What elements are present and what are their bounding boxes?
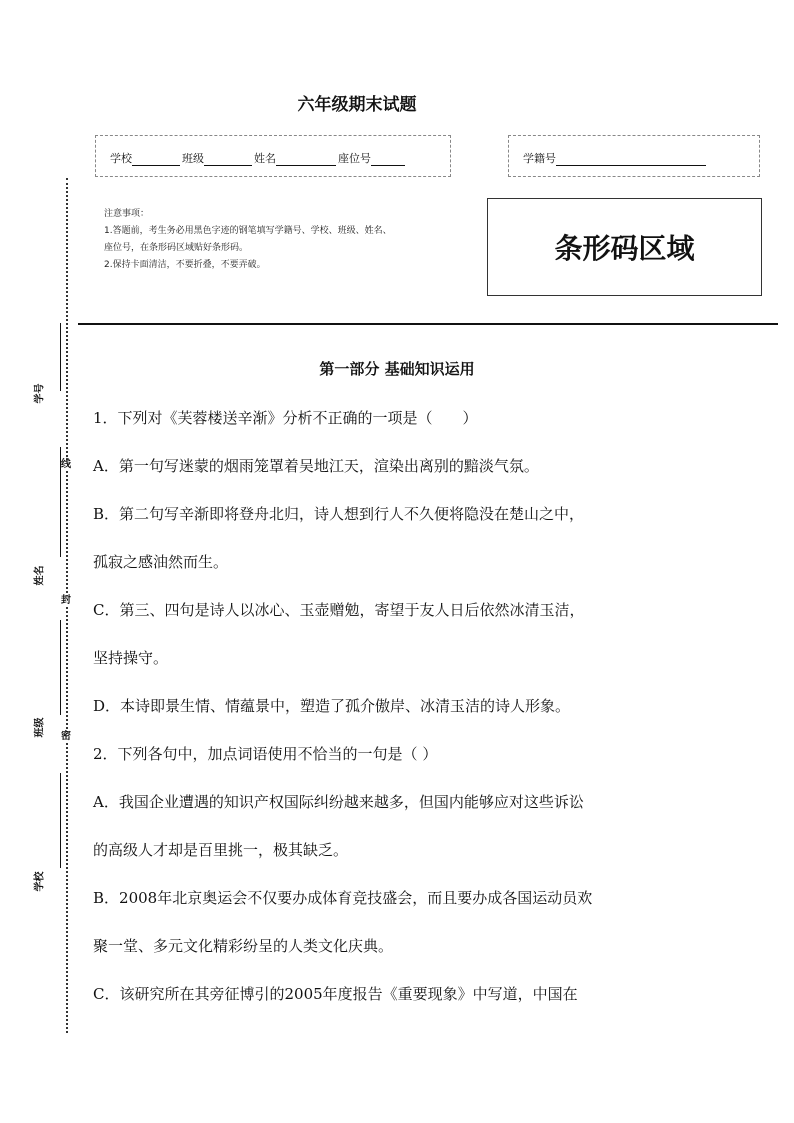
side-blank-line[interactable] [60, 773, 61, 868]
student-id-box [508, 135, 760, 177]
question-line: 2．下列各句中，加点词语使用不恰当的一句是（ ） [93, 745, 438, 763]
question-line: 的高级人才却是百里挑一，极其缺乏。 [93, 841, 349, 859]
page-title: 六年级期末试题 [297, 95, 417, 115]
question-line: B．2008年北京奥运会不仅要办成体育竞技盛会，而且要办成各国运动员欢 [93, 889, 593, 907]
class-field-blank[interactable] [204, 153, 252, 166]
seal-mark-seal: 封 [61, 595, 71, 606]
question-line: D．本诗即景生情、情蕴景中，塑造了孤介傲岸、冰清玉洁的诗人形象。 [93, 697, 571, 715]
student-info-box [95, 135, 451, 177]
notice-line: 1.答题前，考生务必用黑色字迹的钢笔填写学籍号、学校、班级、姓名、 [104, 226, 392, 236]
side-blank-line[interactable] [60, 447, 61, 557]
notice-line: 座位号，在条形码区域贴好条形码。 [104, 243, 249, 253]
side-label: 班级 [34, 717, 46, 738]
side-label: 学校 [34, 871, 46, 892]
student-id-field [523, 150, 708, 166]
seal-mark-line: 线 [61, 459, 71, 470]
class-field-label: 班级 [182, 152, 204, 165]
question-line: B．第二句写辛渐即将登舟北归，诗人想到行人不久便将隐没在楚山之中， [93, 505, 585, 523]
side-blank-line[interactable] [60, 620, 61, 715]
question-body [93, 394, 723, 1018]
side-field-school [20, 768, 50, 908]
question-line: 1．下列对《芙蓉楼送辛渐》分析不正确的一项是（ ） [93, 409, 478, 427]
barcode-area: 条形码区域 [487, 198, 762, 296]
side-label: 学号 [34, 383, 46, 404]
side-label: 姓名 [34, 565, 46, 586]
seat-field-label: 座位号 [338, 152, 371, 165]
question-line: A．第一句写迷蒙的烟雨笼罩着吴地江天，渲染出离别的黯淡气氛。 [93, 457, 539, 475]
school-field-label: 学校 [110, 152, 132, 165]
student-info-fields [110, 150, 407, 166]
name-field-label: 姓名 [254, 152, 276, 165]
question-line: 聚一堂、多元文化精彩纷呈的人类文化庆典。 [93, 937, 394, 955]
question-line: C．该研究所在其旁征博引的2005年度报告《重要现象》中写道，中国在 [93, 985, 578, 1003]
side-field-student-number [20, 318, 50, 458]
notice-heading: 注意事项： [104, 209, 150, 219]
question-line: C．第三、四句是诗人以冰心、玉壶赠勉，寄望于友人日后依然冰清玉洁， [93, 601, 585, 619]
question-line: A．我国企业遭遇的知识产权国际纠纷越来越多，但国内能够应对这些诉讼 [93, 793, 584, 811]
name-field-blank[interactable] [276, 153, 336, 166]
question-line: 孤寂之感油然而生。 [93, 553, 229, 571]
question-line: 坚持操守。 [93, 649, 169, 667]
seat-field-blank[interactable] [371, 153, 405, 166]
section-title: 第一部分 基础知识运用 [319, 360, 475, 378]
side-field-class [20, 615, 50, 755]
student-id-blank[interactable] [556, 153, 706, 166]
seal-mark-secret: 密 [61, 731, 71, 742]
header-divider [78, 323, 778, 325]
notice-block [104, 206, 474, 274]
notice-line: 2.保持卡面清洁，不要折叠，不要弄破。 [104, 260, 266, 270]
school-field-blank[interactable] [132, 153, 180, 166]
student-id-label: 学籍号 [523, 152, 556, 165]
side-blank-line[interactable] [60, 323, 61, 391]
side-field-name [20, 442, 50, 586]
